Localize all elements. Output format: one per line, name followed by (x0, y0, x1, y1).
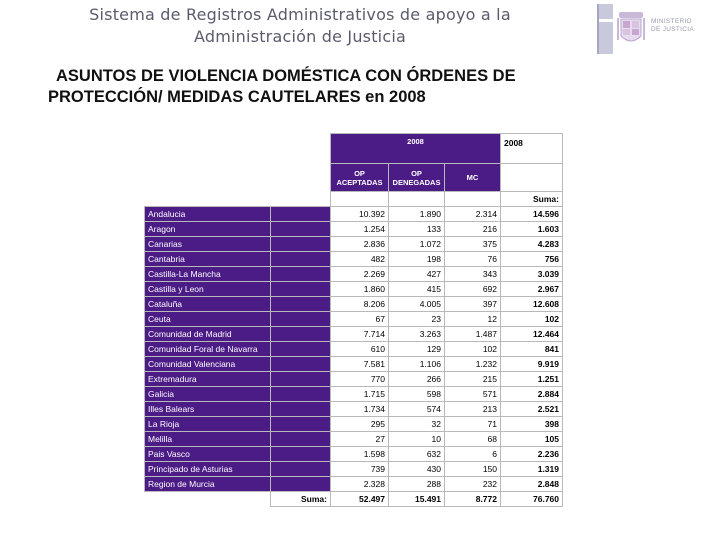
mc-value: 215 (445, 372, 501, 387)
suma-value: 2.848 (501, 477, 563, 492)
op-aceptadas-value: 8.206 (331, 297, 389, 312)
col-op-aceptadas: OP ACEPTADAS (331, 164, 389, 192)
table-header-row-2 (145, 164, 563, 192)
op-denegadas-value: 10 (389, 432, 445, 447)
op-denegadas-value: 198 (389, 252, 445, 267)
region-name: Extremadura (145, 372, 271, 387)
suma-value: 14.596 (501, 207, 563, 222)
mc-value: 571 (445, 387, 501, 402)
suma-value: 756 (501, 252, 563, 267)
region-name: La Rioja (145, 417, 271, 432)
op-aceptadas-value: 7.714 (331, 327, 389, 342)
mc-value: 232 (445, 477, 501, 492)
table-row (145, 312, 563, 327)
op-aceptadas-value: 7.581 (331, 357, 389, 372)
op-aceptadas-value: 739 (331, 462, 389, 477)
col-suma: Suma: (501, 192, 563, 207)
total-mc: 8.772 (445, 492, 501, 507)
mc-value: 1.232 (445, 357, 501, 372)
op-aceptadas-value: 1.598 (331, 447, 389, 462)
ministry-logo (597, 4, 705, 54)
op-denegadas-value: 427 (389, 267, 445, 282)
region-name: Pais Vasco (145, 447, 271, 462)
op-denegadas-value: 133 (389, 222, 445, 237)
op-aceptadas-value: 2.836 (331, 237, 389, 252)
op-aceptadas-value: 67 (331, 312, 389, 327)
table-row (145, 267, 563, 282)
region-spacer (271, 477, 331, 492)
op-denegadas-value: 574 (389, 402, 445, 417)
total-blank (145, 492, 271, 507)
total-aceptadas: 52.497 (331, 492, 389, 507)
table-row (145, 252, 563, 267)
table-row (145, 357, 563, 372)
table-row (145, 207, 563, 222)
table-row (145, 372, 563, 387)
table-row (145, 297, 563, 312)
table-row (145, 417, 563, 432)
table-row (145, 402, 563, 417)
suma-value: 2.521 (501, 402, 563, 417)
op-denegadas-value: 1.106 (389, 357, 445, 372)
col-mc: MC (445, 164, 501, 192)
table-row (145, 477, 563, 492)
ministry-line2: DE JUSTICIA (651, 26, 695, 33)
table-row (145, 327, 563, 342)
op-aceptadas-value: 10.392 (331, 207, 389, 222)
subtitle-line1: ASUNTOS DE VIOLENCIA DOMÉSTICA CON ÓRDENES DE (56, 67, 516, 85)
op-aceptadas-value: 2.328 (331, 477, 389, 492)
header-title-line2: Administración de Justicia (194, 27, 406, 46)
total-suma: 76.760 (501, 492, 563, 507)
region-spacer (271, 237, 331, 252)
mc-value: 68 (445, 432, 501, 447)
mc-value: 76 (445, 252, 501, 267)
suma-value: 841 (501, 342, 563, 357)
region-name: Ceuta (145, 312, 271, 327)
year-header: 2008 (331, 134, 501, 164)
op-aceptadas-value: 1.254 (331, 222, 389, 237)
suma-value: 1.251 (501, 372, 563, 387)
op-aceptadas-value: 295 (331, 417, 389, 432)
table-row (145, 387, 563, 402)
region-name: Principado de Asturias (145, 462, 271, 477)
mc-value: 150 (445, 462, 501, 477)
op-denegadas-value: 4.005 (389, 297, 445, 312)
region-name: Cataluña (145, 297, 271, 312)
op-denegadas-value: 415 (389, 282, 445, 297)
region-name: Castilla-La Mancha (145, 267, 271, 282)
region-spacer (271, 447, 331, 462)
mc-value: 12 (445, 312, 501, 327)
region-spacer (271, 312, 331, 327)
op-aceptadas-value: 1.734 (331, 402, 389, 417)
data-table (144, 133, 563, 507)
region-spacer (271, 402, 331, 417)
region-name: Region de Murcia (145, 477, 271, 492)
table-row (145, 282, 563, 297)
mc-value: 6 (445, 447, 501, 462)
region-spacer (271, 297, 331, 312)
suma-value: 398 (501, 417, 563, 432)
page-header-title (30, 4, 570, 48)
mc-value: 692 (445, 282, 501, 297)
header-title-line1: Sistema de Registros Administrativos de apoyo a la (89, 5, 511, 24)
suma-value: 2.967 (501, 282, 563, 297)
region-spacer (271, 267, 331, 282)
mc-value: 213 (445, 402, 501, 417)
op-denegadas-value: 32 (389, 417, 445, 432)
region-name: Comunidad Valenciana (145, 357, 271, 372)
region-name: Andalucia (145, 207, 271, 222)
op-aceptadas-value: 482 (331, 252, 389, 267)
region-name: Aragon (145, 222, 271, 237)
op-aceptadas-value: 27 (331, 432, 389, 447)
region-spacer (271, 387, 331, 402)
total-denegadas: 15.491 (389, 492, 445, 507)
op-denegadas-value: 598 (389, 387, 445, 402)
region-name: Comunidad Foral de Navarra (145, 342, 271, 357)
region-spacer (271, 417, 331, 432)
op-aceptadas-value: 770 (331, 372, 389, 387)
suma-value: 12.464 (501, 327, 563, 342)
region-name: Melilla (145, 432, 271, 447)
region-spacer (271, 342, 331, 357)
region-name: Galicia (145, 387, 271, 402)
region-name: Illes Balears (145, 402, 271, 417)
mc-value: 397 (445, 297, 501, 312)
op-aceptadas-value: 1.715 (331, 387, 389, 402)
suma-value: 12.608 (501, 297, 563, 312)
op-aceptadas-value: 610 (331, 342, 389, 357)
suma-value: 2.884 (501, 387, 563, 402)
suma-value: 102 (501, 312, 563, 327)
mc-value: 1.487 (445, 327, 501, 342)
suma-value: 3.039 (501, 267, 563, 282)
mc-value: 375 (445, 237, 501, 252)
op-denegadas-value: 266 (389, 372, 445, 387)
suma-value: 1.319 (501, 462, 563, 477)
region-spacer (271, 252, 331, 267)
region-spacer (271, 432, 331, 447)
col-op-denegadas: OP DENEGADAS (389, 164, 445, 192)
region-name: Comunidad de Madrid (145, 327, 271, 342)
op-denegadas-value: 1.072 (389, 237, 445, 252)
suma-value: 4.283 (501, 237, 563, 252)
subtitle-line2: PROTECCIÓN/ MEDIDAS CAUTELARES en 2008 (48, 88, 426, 106)
op-denegadas-value: 1.890 (389, 207, 445, 222)
table-row (145, 222, 563, 237)
mc-value: 343 (445, 267, 501, 282)
ministry-line1: MINISTERIO (651, 18, 692, 25)
suma-value: 105 (501, 432, 563, 447)
op-denegadas-value: 430 (389, 462, 445, 477)
year-header-right: 2008 (501, 134, 563, 164)
mc-value: 102 (445, 342, 501, 357)
table-total-row (145, 492, 563, 507)
table-row (145, 237, 563, 252)
table-row (145, 432, 563, 447)
region-spacer (271, 357, 331, 372)
mc-value: 216 (445, 222, 501, 237)
op-denegadas-value: 23 (389, 312, 445, 327)
suma-value: 2.236 (501, 447, 563, 462)
total-label: Suma: (271, 492, 331, 507)
table-header-row-3 (145, 192, 563, 207)
region-spacer (271, 282, 331, 297)
op-denegadas-value: 3.263 (389, 327, 445, 342)
region-name: Canarias (145, 237, 271, 252)
flag-stripe-icon (597, 4, 613, 54)
suma-value: 9.919 (501, 357, 563, 372)
region-spacer (271, 222, 331, 237)
region-name: Cantabria (145, 252, 271, 267)
op-denegadas-value: 288 (389, 477, 445, 492)
op-aceptadas-value: 2.269 (331, 267, 389, 282)
region-spacer (271, 372, 331, 387)
coat-of-arms-icon (617, 10, 645, 48)
table-header-row-1 (145, 134, 563, 164)
table-row (145, 447, 563, 462)
table-row (145, 342, 563, 357)
slide-subtitle (48, 66, 608, 108)
table-row (145, 462, 563, 477)
op-aceptadas-value: 1.860 (331, 282, 389, 297)
op-denegadas-value: 129 (389, 342, 445, 357)
op-denegadas-value: 632 (389, 447, 445, 462)
region-spacer (271, 462, 331, 477)
region-spacer (271, 327, 331, 342)
region-name: Castilla y Leon (145, 282, 271, 297)
mc-value: 71 (445, 417, 501, 432)
suma-value: 1.603 (501, 222, 563, 237)
region-spacer (271, 207, 331, 222)
mc-value: 2.314 (445, 207, 501, 222)
ministry-name (651, 18, 707, 34)
